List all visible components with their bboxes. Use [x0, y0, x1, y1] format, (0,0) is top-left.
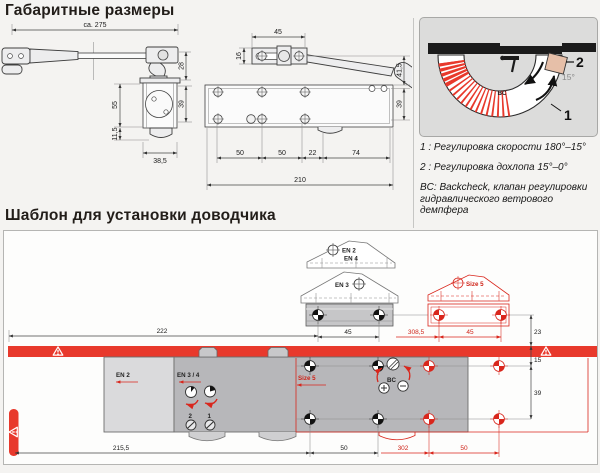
dim-ca275: ca. 275 [83, 22, 107, 29]
dim-385: 38,5 [153, 158, 167, 165]
installation-template [4, 231, 597, 464]
section-divider [413, 18, 414, 228]
dim-50a: 50 [236, 150, 244, 157]
section1-title: Габаритные размеры [5, 2, 175, 19]
dim-22: 22 [308, 150, 317, 157]
dim-45-plan: 45 [274, 29, 282, 36]
gauge-legend [420, 142, 598, 225]
valve-cap-1 [189, 432, 225, 441]
dim-15: 15 [534, 357, 542, 364]
dim-50-red: 50 [460, 445, 468, 452]
bc-zone-label: BC [497, 90, 507, 97]
label-bc: BC [387, 377, 396, 384]
dimension-drawings [0, 20, 412, 222]
bracket-size5 [428, 275, 509, 301]
label-body-size5: Size 5 [298, 375, 316, 382]
mounting-plate-gray [306, 304, 393, 326]
side-view-drawing [2, 22, 192, 165]
dim-74: 74 [352, 150, 360, 157]
bracket-en2-en4 [307, 241, 395, 268]
door-hinge-edge-marker [9, 409, 19, 456]
dim-222: 222 [156, 328, 168, 335]
bracket-en3 [301, 272, 398, 303]
plan-arm [295, 53, 394, 76]
dim-39-plan: 39 [396, 100, 404, 108]
side-body [140, 78, 180, 138]
gauge-label-1: 1 [564, 107, 572, 123]
dim-50b: 50 [278, 150, 286, 157]
legend-item-3: BC: Backcheck, клапан регулировки гидравлического ветрового демпфера [420, 182, 588, 216]
plan-bracket [252, 46, 307, 65]
dim-2155: 215,5 [112, 445, 130, 452]
dim-16: 16 [236, 52, 243, 60]
dim-55: 55 [112, 101, 119, 109]
adjustment-diagram-panel [419, 17, 598, 137]
legend-item-1: 1 : Регулировка скорости 180°–15° [420, 142, 586, 153]
label-en3: EN 3 [335, 282, 349, 289]
dim-45-plate: 45 [344, 329, 352, 336]
mounting-plate-red [428, 304, 510, 326]
dim-302: 302 [397, 445, 409, 452]
dim-39-template: 39 [534, 390, 542, 397]
section2-title: Шаблон для установки доводчика [5, 207, 276, 224]
dim-28: 28 [178, 62, 186, 70]
label-en2: EN 2 [342, 247, 356, 255]
closer-body [104, 357, 468, 432]
dim-45-red: 45 [466, 329, 474, 336]
label-body-en2: EN 2 [116, 372, 130, 379]
legend-item-2: 2 : Регулировка дохлопа 15°–0° [420, 162, 568, 174]
dim-50: 50 [340, 445, 348, 452]
drill-hole-size5 [490, 357, 508, 375]
dim-115: 11,5 [112, 127, 119, 141]
plan-body [205, 85, 393, 133]
dim-415: 41,5 [396, 63, 404, 77]
dim-23: 23 [534, 329, 542, 336]
valve-label-2: 2 [188, 413, 192, 420]
adjustment-gauge [420, 18, 596, 134]
plan-view-drawing [205, 29, 412, 190]
label-body-en34: EN 3 / 4 [177, 372, 200, 379]
dim-210: 210 [294, 177, 306, 184]
gauge-label-2: 2 [576, 54, 584, 70]
installation-template-box [3, 230, 598, 465]
valve-cap-2 [259, 432, 296, 441]
dim-39-side: 39 [178, 100, 186, 108]
piston-cap-2 [268, 348, 288, 358]
piston-cap-1 [199, 348, 217, 358]
gauge-label-15deg: 15° [562, 72, 575, 82]
label-en4: EN 4 [344, 255, 358, 263]
valve-label-1: 1 [207, 413, 211, 420]
dim-3085: 308,5 [407, 329, 425, 336]
door-edge-band [8, 346, 597, 357]
label-size5: Size 5 [466, 281, 484, 288]
